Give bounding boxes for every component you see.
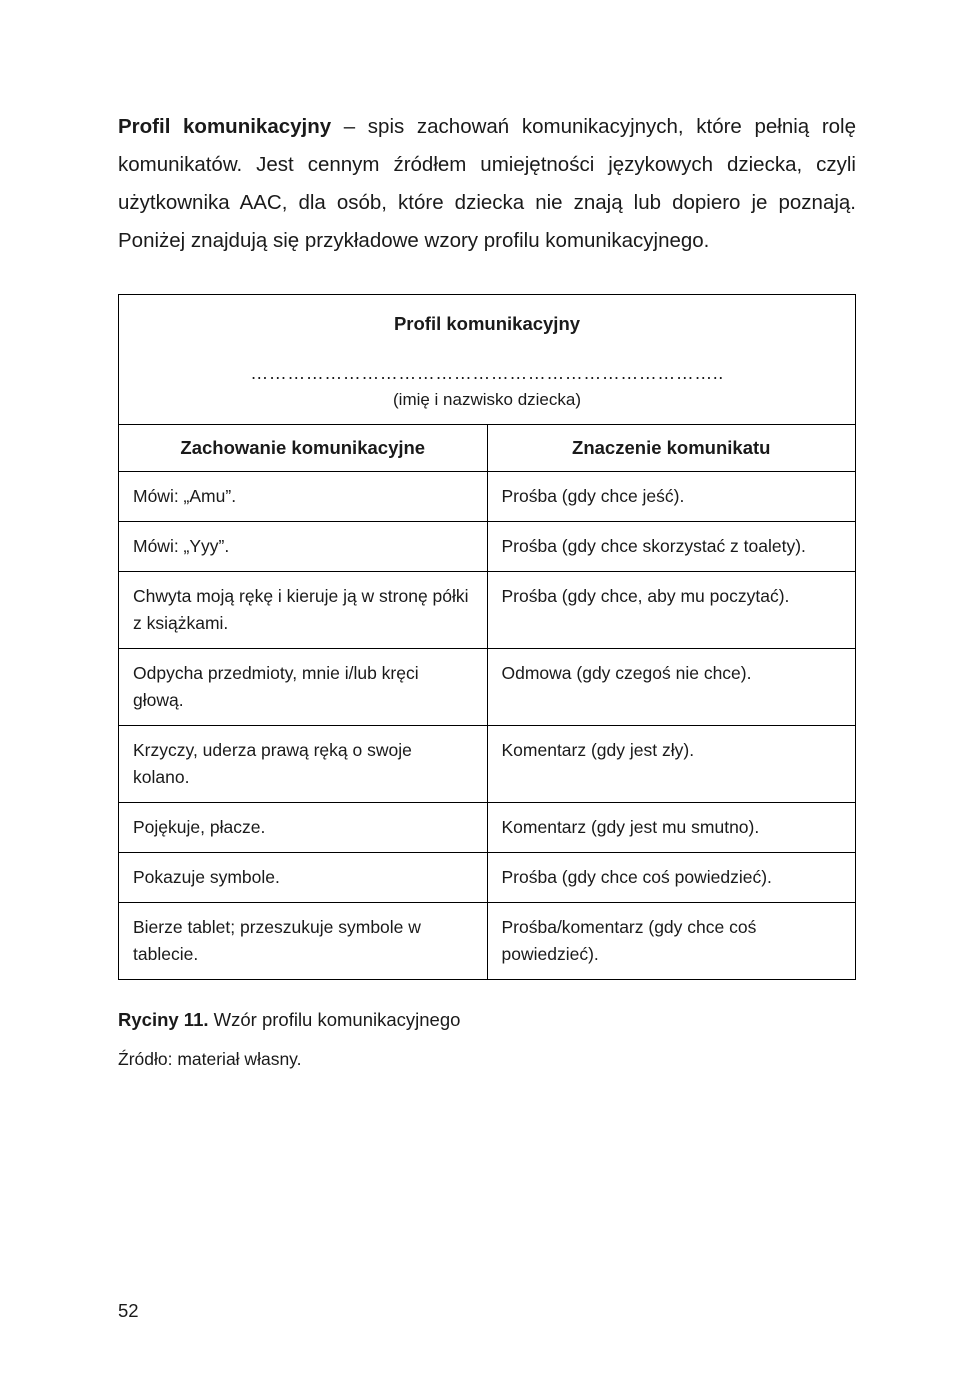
name-dotted-line: ………………………………………………………………….. (250, 363, 724, 383)
figure-caption (118, 1006, 856, 1034)
cell-meaning: Prośba (gdy chce coś powiedzieć). (487, 853, 856, 903)
cell-behavior: Pokazuje symbole. (119, 853, 488, 903)
figure-caption-label: Ryciny 11. (118, 1009, 209, 1030)
table-row (119, 803, 856, 853)
table-row (119, 572, 856, 649)
table-row (119, 522, 856, 572)
cell-meaning: Komentarz (gdy jest mu smutno). (487, 803, 856, 853)
table-row (119, 853, 856, 903)
table-title-row (119, 295, 856, 425)
intro-lead-term: Profil komunikacyjny (118, 115, 332, 138)
column-header-meaning: Znaczenie komunikatu (487, 425, 856, 472)
cell-meaning: Odmowa (gdy czegoś nie chce). (487, 649, 856, 726)
cell-behavior: Mówi: „Yyy”. (119, 522, 488, 572)
cell-meaning: Prośba (gdy chce, aby mu poczytać). (487, 572, 856, 649)
table-row (119, 649, 856, 726)
page-content (118, 108, 856, 1072)
figure-source: Źródło: materiał własny. (118, 1049, 302, 1069)
cell-behavior: Krzyczy, uderza prawą ręką o swoje kolano. (119, 726, 488, 803)
table-header-row (119, 425, 856, 472)
intro-text: – spis zachowań komunikacyjnych, które pełnią rolę komunikatów. Jest cennym źródłem umiejętności językowych dziecka, czyli użytkownika AAC, dla osób, które dziecka nie znają lub dopiero je poznają. Poniżej znajdują się przykładowe wzory profilu komunikacyjnego. (118, 115, 856, 252)
cell-behavior: Chwyta moją rękę i kieruje ją w stronę półki z książkami. (119, 572, 488, 649)
column-header-behavior: Zachowanie komunikacyjne (119, 425, 488, 472)
cell-behavior: Mówi: „Amu”. (119, 472, 488, 522)
table-title-cell (119, 295, 856, 425)
cell-behavior: Pojękuje, płacze. (119, 803, 488, 853)
cell-behavior: Bierze tablet; przeszukuje symbole w tablecie. (119, 903, 488, 980)
table-row (119, 903, 856, 980)
page-number: 52 (118, 1300, 139, 1321)
intro-paragraph (118, 108, 856, 260)
name-hint-label: (imię i nazwisko dziecka) (393, 390, 581, 409)
figure-caption-text: Wzór profilu komunikacyjnego (208, 1009, 461, 1030)
cell-meaning: Komentarz (gdy jest zły). (487, 726, 856, 803)
table-title: Profil komunikacyjny (393, 313, 581, 334)
cell-meaning: Prośba/komentarz (gdy chce coś powiedzieć). (487, 903, 856, 980)
cell-meaning: Prośba (gdy chce jeść). (487, 472, 856, 522)
cell-behavior: Odpycha przedmioty, mnie i/lub kręci głową. (119, 649, 488, 726)
table-row (119, 726, 856, 803)
table-row (119, 472, 856, 522)
communication-profile-table (118, 294, 856, 980)
cell-meaning: Prośba (gdy chce skorzystać z toalety). (487, 522, 856, 572)
